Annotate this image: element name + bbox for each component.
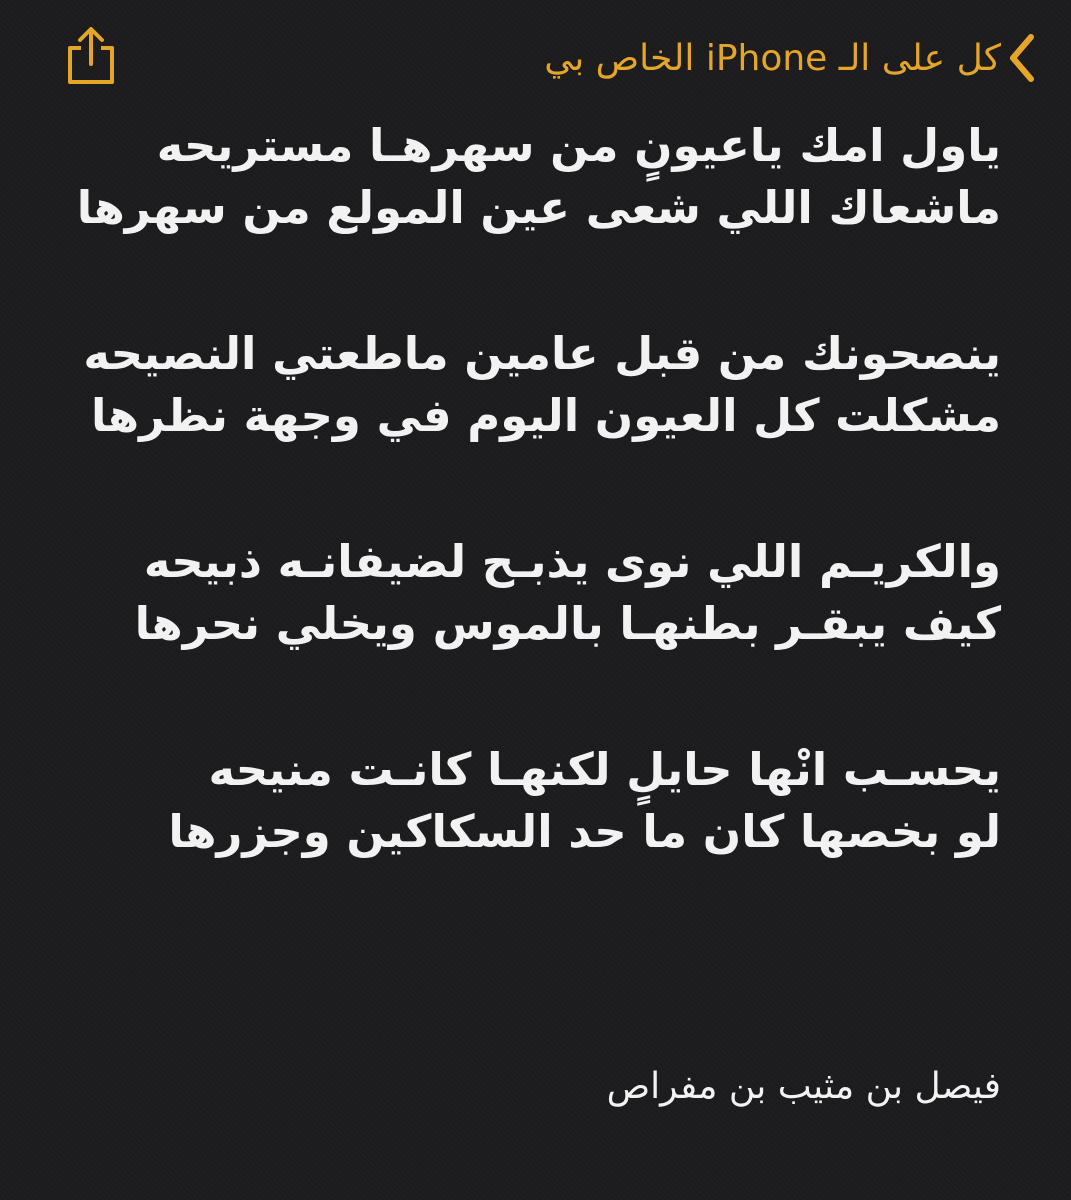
chevron-left-icon	[1003, 31, 1043, 85]
verse-line: يحسـب انْها حايلٍ لكنهـا كانـت منيحه	[208, 743, 1001, 796]
verse	[61, 115, 1001, 239]
share-icon	[62, 24, 120, 88]
share-button[interactable]	[62, 24, 120, 88]
navigation-bar	[0, 0, 1071, 100]
verse	[61, 739, 1001, 863]
verse-line: والكريـم اللي نوى يذبـح لضيفانـه ذبيحه	[143, 535, 1001, 588]
verse-line: مشكلت كل العيون اليوم في وجهة نظرها	[91, 389, 1001, 442]
verse	[61, 323, 1001, 447]
verse-line: ماشعاك اللي شعى عين المولع من سهرها	[76, 181, 1001, 234]
back-button[interactable]	[544, 30, 1043, 86]
back-label: كل على الـ iPhone الخاص بي	[544, 37, 1001, 79]
verse-line: ينصحونك من قبل عامين ماطعتي النصيحه	[83, 327, 1001, 380]
verse	[61, 531, 1001, 655]
verse-line: ياول امك ياعيونٍ من سهرهـا مستريحه	[156, 119, 1001, 172]
verse-line: لو بخصها كان ما حد السكاكين وجزرها	[168, 805, 1001, 858]
verse-line: كيف يبقـر بطنهـا بالموس ويخلي نحرها	[134, 597, 1001, 650]
note-body[interactable]	[61, 115, 1001, 947]
poet-signature: فيصل بن مثيب بن مفراص	[606, 1066, 1001, 1107]
